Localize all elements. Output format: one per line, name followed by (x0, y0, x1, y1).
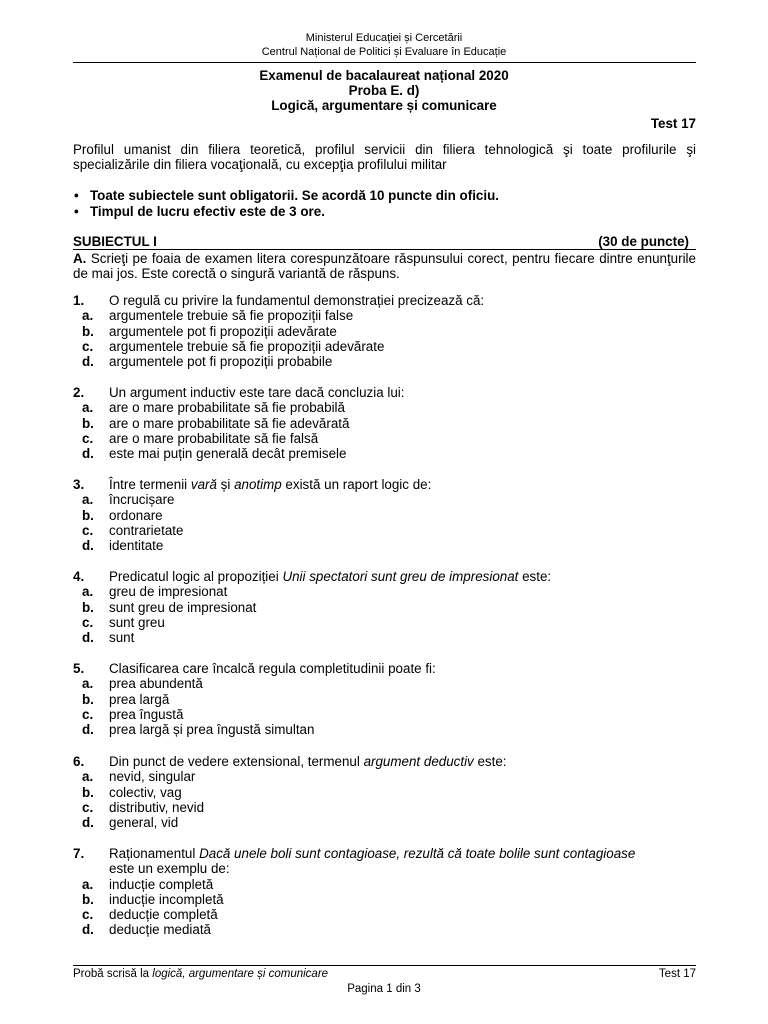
option-letter: a. (82, 308, 94, 324)
answer-option (73, 523, 696, 538)
option-text: are o mare probabilitate să fie falsă (109, 430, 319, 446)
option-letter: a. (82, 676, 94, 692)
exam-heading (0, 68, 768, 113)
question-number: 7. (73, 846, 85, 861)
option-text: sunt greu (109, 614, 165, 630)
answer-option (73, 600, 696, 615)
answer-option (73, 584, 696, 599)
option-letter: d. (82, 722, 94, 738)
option-letter: b. (82, 891, 94, 907)
header-divider (73, 62, 696, 63)
option-letter: c. (82, 799, 94, 815)
option-letter: c. (82, 614, 94, 630)
answer-option (73, 400, 696, 415)
answer-option (73, 324, 696, 339)
answer-options (73, 877, 696, 938)
question-text-part: Raționamentul (109, 846, 200, 861)
reasoning-italic: Dacă unele boli sunt contagioase, rezultă că toate bolile sunt contagioase (199, 846, 636, 861)
answer-option (73, 692, 696, 707)
answer-option (73, 907, 696, 922)
answer-option (73, 630, 696, 645)
option-letter: c. (82, 338, 94, 354)
question-number: 5. (73, 661, 85, 676)
ministry-name: Ministerul Educației și Cercetării (305, 32, 463, 44)
answer-options (73, 676, 696, 737)
footer-subject (73, 967, 328, 982)
answer-options (73, 769, 696, 830)
option-letter: d. (82, 630, 94, 646)
answer-option (73, 785, 696, 800)
option-letter: b. (82, 599, 94, 615)
option-letter: a. (82, 584, 94, 600)
answer-option (73, 446, 696, 461)
footer-divider (73, 965, 696, 966)
option-text: argumentele trebuie să fie propoziții false (109, 308, 354, 324)
subject-heading (73, 234, 696, 250)
option-text: argumentele pot fi propoziții probabile (109, 354, 333, 370)
option-letter: a. (82, 492, 94, 508)
option-letter: c. (82, 430, 94, 446)
page-number: Pagina 1 din 3 (347, 983, 421, 995)
answer-options (73, 400, 696, 461)
option-letter: b. (82, 507, 94, 523)
answer-option (73, 339, 696, 354)
answer-options (73, 308, 696, 369)
option-text: contrarietate (109, 522, 184, 538)
option-text: sunt (109, 630, 135, 646)
option-text: sunt greu de impresionat (109, 599, 257, 615)
option-letter: d. (82, 922, 94, 938)
question-text (109, 477, 696, 492)
answer-options (73, 492, 696, 553)
question-number: 4. (73, 569, 85, 584)
option-text: deducție completă (109, 907, 218, 923)
question-number: 6. (73, 754, 85, 769)
option-letter: b. (82, 784, 94, 800)
question-1 (73, 293, 696, 369)
option-text: identitate (109, 538, 164, 554)
question-number: 3. (73, 477, 85, 492)
option-text: nevid, singular (109, 769, 196, 785)
answer-option (73, 354, 696, 369)
answer-option (73, 707, 696, 722)
option-text: argumentele pot fi propoziții adevărate (109, 323, 337, 339)
answer-option (73, 815, 696, 830)
answer-option (73, 769, 696, 784)
instruction-label: A. (73, 251, 87, 266)
option-letter: d. (82, 446, 94, 462)
question-text-part: este: (518, 569, 552, 584)
question-5 (73, 661, 696, 737)
subject-title: SUBIECTUL I (73, 234, 157, 249)
question-7 (73, 846, 696, 938)
answer-option (73, 416, 696, 431)
exam-proba: Proba E. d) (348, 83, 420, 98)
footer-prefix: Probă scrisă la (73, 968, 153, 980)
footer-subject-italic: logică, argumentare și comunicare (152, 968, 329, 980)
question-text: O regulă cu privire la fundamentul demonstrației precizează că: (109, 293, 485, 308)
option-letter: c. (82, 907, 94, 923)
option-text: distributiv, nevid (109, 799, 205, 815)
term-italic: anotimp (234, 477, 282, 492)
option-text: inducție completă (109, 876, 214, 892)
question-text-part: Din punct de vedere extensional, termenul (109, 754, 364, 769)
option-letter: b. (82, 691, 94, 707)
answer-option (73, 922, 696, 937)
answer-options (73, 584, 696, 645)
answer-option (73, 722, 696, 737)
exam-subject: Logică, argumentare și comunicare (271, 98, 497, 113)
option-text: este mai puțin generală decât premisele (109, 446, 347, 462)
option-text: încrucișare (109, 492, 175, 508)
question-text: Un argument inductiv este tare dacă concluzia lui: (109, 385, 405, 400)
option-text: prea abundentă (109, 676, 203, 692)
answer-option (73, 615, 696, 630)
option-letter: b. (82, 323, 94, 339)
option-letter: d. (82, 815, 94, 831)
answer-option (73, 508, 696, 523)
option-letter: a. (82, 769, 94, 785)
answer-option (73, 877, 696, 892)
question-text-part: Între termenii (109, 477, 191, 492)
question-text-part: este: (473, 754, 507, 769)
instruction-text: Scrieţi pe foaia de examen litera corespunzătoare răspunsului corect, pentru fiecare dintre enunţurile de mai jos. Este corectă o singură variantă de răspuns. (73, 251, 696, 282)
option-letter: a. (82, 876, 94, 892)
question-text-part: și (216, 477, 235, 492)
option-letter: d. (82, 538, 94, 554)
question-number: 2. (73, 385, 85, 400)
question-4 (73, 569, 696, 645)
subject-instruction (73, 251, 696, 282)
proposition-italic: Unii spectatori sunt greu de impresionat (282, 569, 519, 584)
answer-option (73, 538, 696, 553)
exam-rules (73, 188, 696, 220)
option-letter: c. (82, 706, 94, 722)
test-number: Test 17 (650, 116, 696, 131)
option-letter: b. (82, 415, 94, 431)
term-italic: vară (190, 477, 217, 492)
option-text: prea largă (109, 691, 170, 707)
answer-option (73, 431, 696, 446)
center-name: Centrul Național de Politici și Evaluare în Educație (261, 46, 507, 58)
option-letter: a. (82, 400, 94, 416)
rule-item: • Timpul de lucru efectiv este de 3 ore. (73, 204, 696, 220)
ministry-header (0, 31, 768, 59)
exam-title: Examenul de bacalaureat național 2020 (259, 68, 509, 83)
subject-points: (30 de puncte) (598, 234, 689, 249)
option-text: deducție mediată (109, 922, 211, 938)
rule-item: • Toate subiectele sunt obligatorii. Se acordă 10 puncte din oficiu. (73, 188, 696, 204)
question-2 (73, 385, 696, 461)
option-text: general, vid (109, 815, 179, 831)
answer-option (73, 492, 696, 507)
answer-option (73, 676, 696, 691)
option-text: greu de impresionat (109, 584, 228, 600)
answer-option (73, 800, 696, 815)
option-text: are o mare probabilitate să fie adevărată (109, 415, 350, 431)
option-text: colectiv, vag (109, 784, 182, 800)
option-text: prea largă și prea îngustă simultan (109, 722, 315, 738)
question-text (109, 569, 696, 584)
answer-option (73, 308, 696, 323)
option-text: are o mare probabilitate să fie probabilă (109, 400, 345, 416)
question-text (109, 846, 696, 861)
question-text-continuation: este un exemplu de: (109, 861, 230, 877)
option-text: ordonare (109, 507, 163, 523)
option-text: prea îngustă (109, 706, 184, 722)
question-text-part: există un raport logic de: (281, 477, 432, 492)
question-text: Clasificarea care încalcă regula completitudinii poate fi: (109, 661, 436, 676)
question-3 (73, 477, 696, 553)
question-text-part: Predicatul logic al propoziției (109, 569, 283, 584)
profile-description: Profilul umanist din filiera teoretică, profilul servicii din filiera tehnologică şi toate profilurile şi specializările din filiera vocaţională, cu excepţia profilului militar (73, 142, 696, 173)
option-letter: c. (82, 522, 94, 538)
question-6 (73, 754, 696, 830)
answer-option (73, 892, 696, 907)
term-italic: argument deductiv (363, 754, 474, 769)
question-number: 1. (73, 293, 85, 308)
option-text: argumentele trebuie să fie propoziții adevărate (109, 338, 385, 354)
option-text: inducție incompletă (109, 891, 224, 907)
question-text (109, 754, 696, 769)
footer-test: Test 17 (658, 968, 696, 980)
option-letter: d. (82, 354, 94, 370)
